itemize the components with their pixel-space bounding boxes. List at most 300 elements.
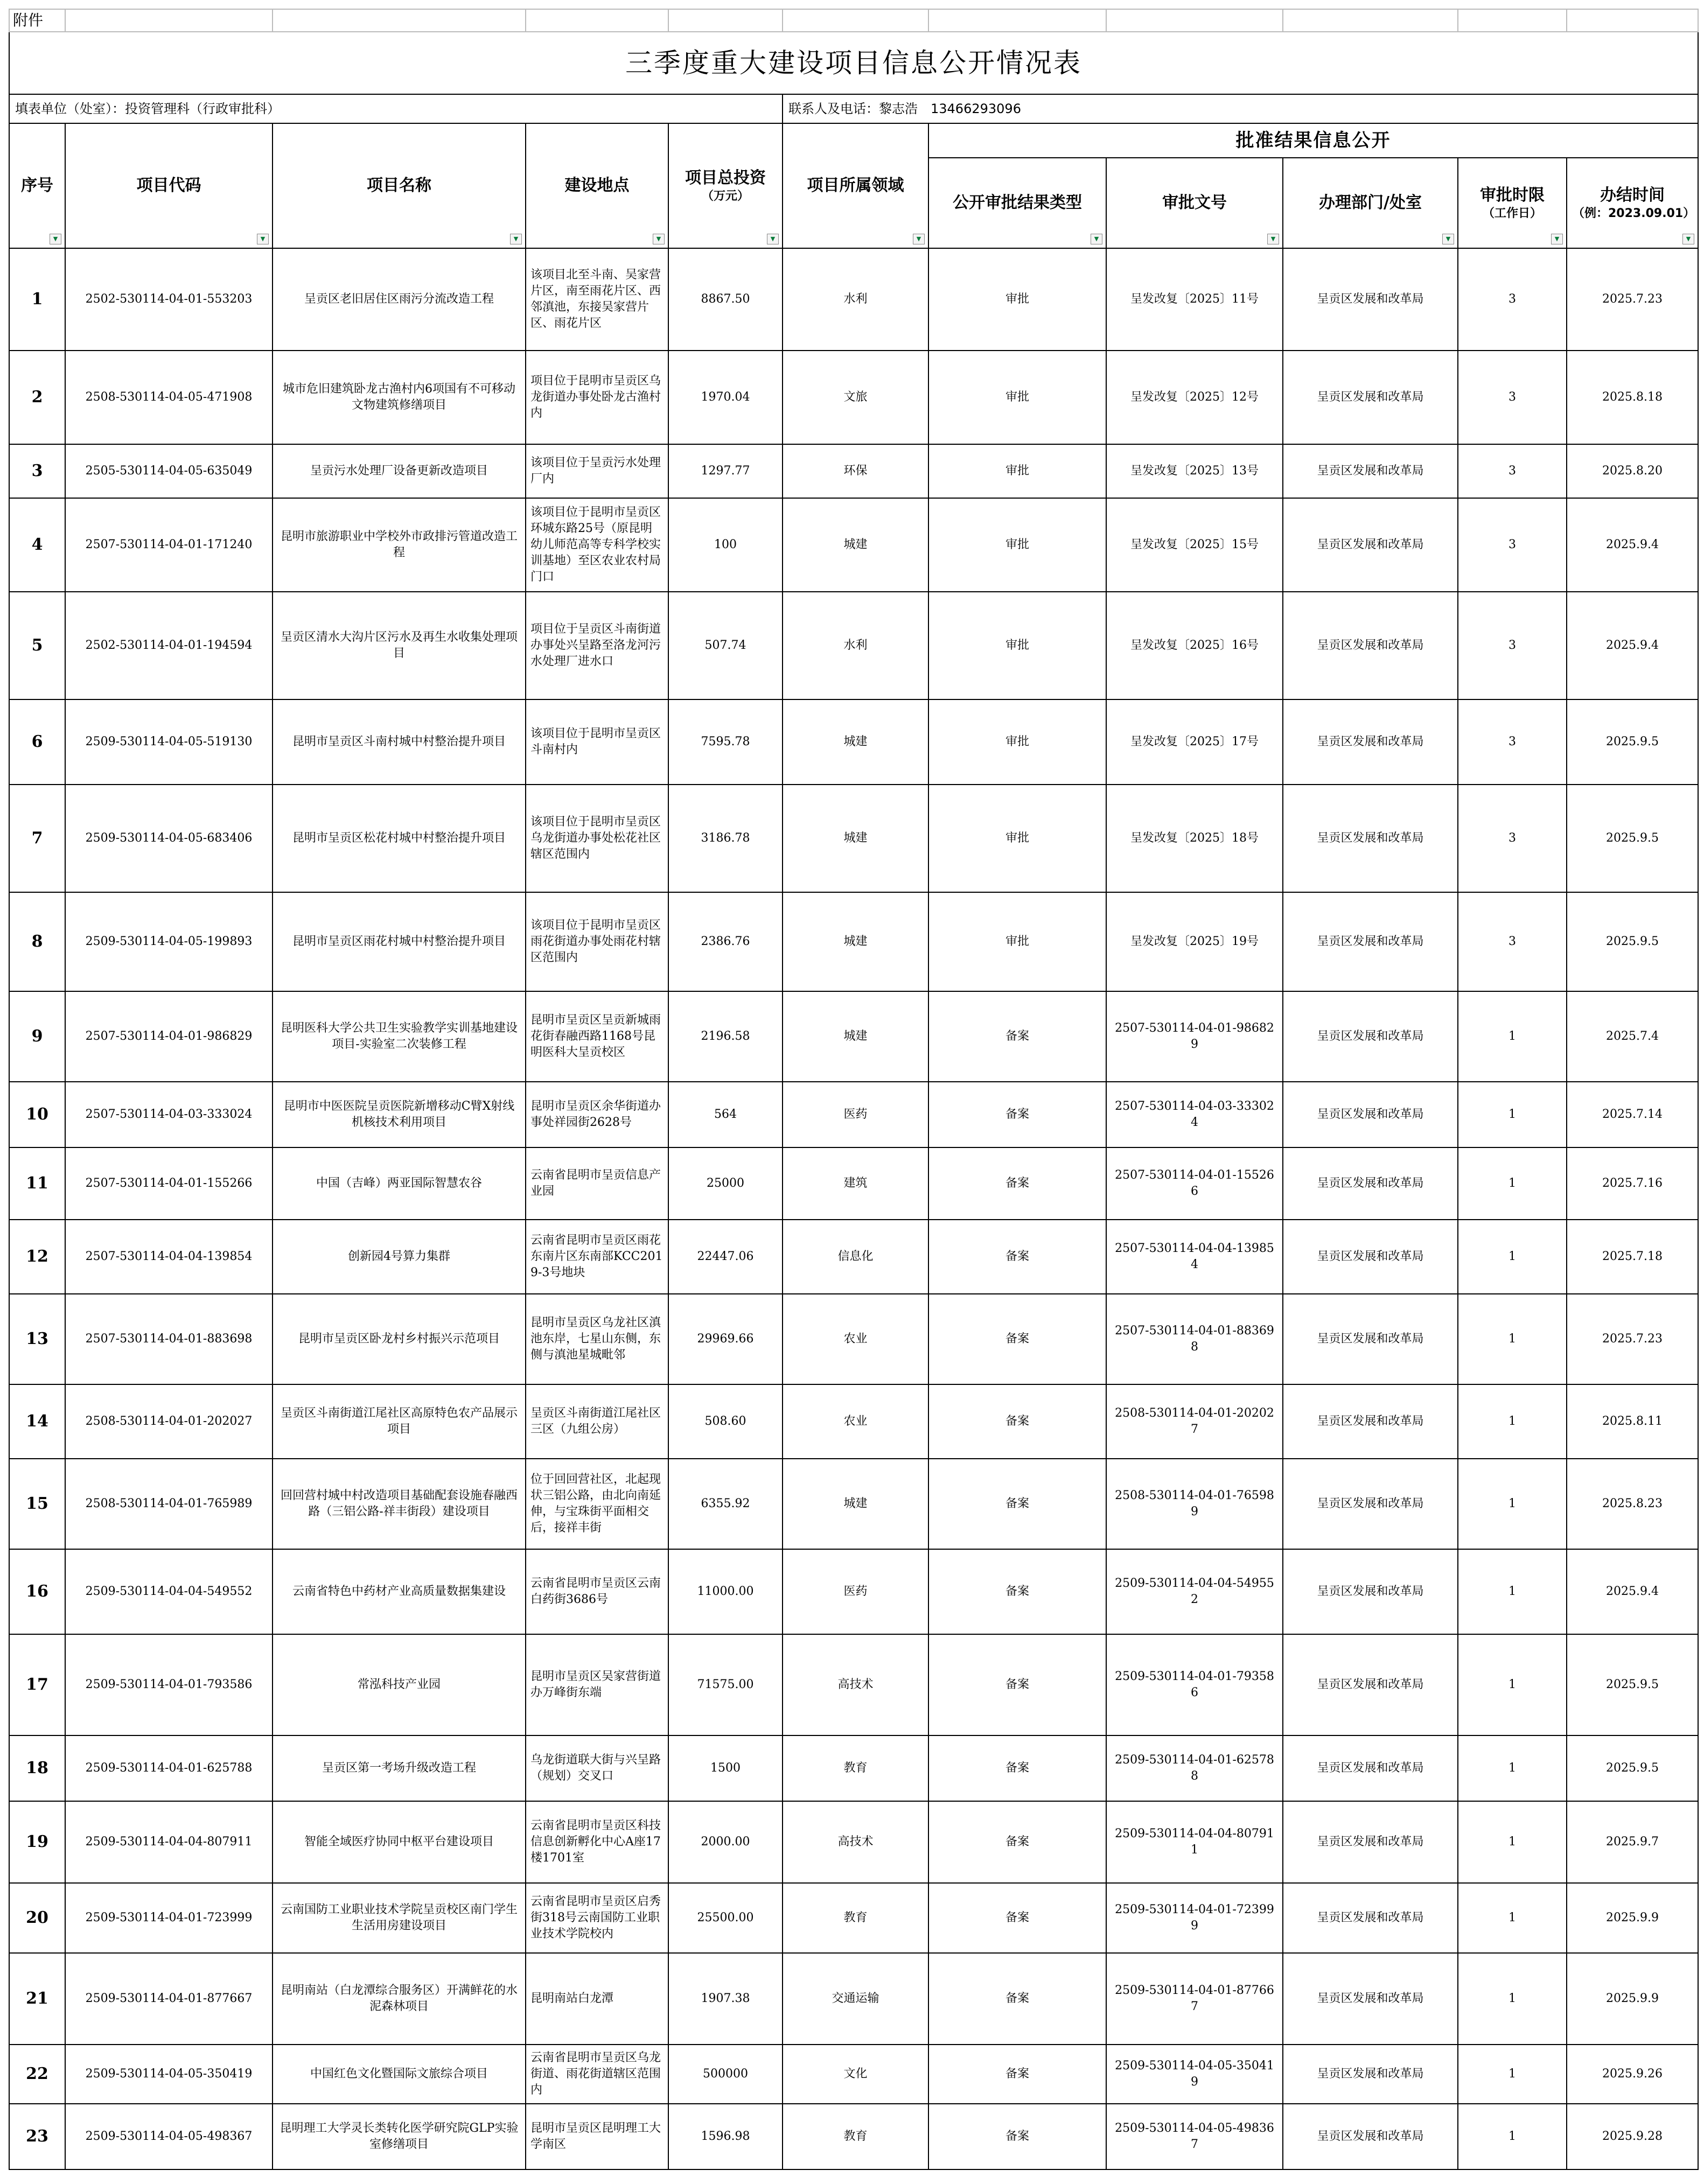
cell-investment[interactable]: 6355.92 [668,1459,783,1549]
cell-finish-date[interactable]: 2025.9.9 [1567,1953,1698,2045]
cell-doc-no[interactable]: 呈发改复〔2025〕15号 [1106,498,1283,592]
cell-approval-type[interactable]: 备案 [928,1549,1106,1634]
cell-project-name[interactable]: 昆明市旅游职业中学校外市政排污管道改造工程 [273,498,526,592]
info-row [9,94,1698,123]
cell-doc-no[interactable]: 2509-530114-04-04-807911 [1106,1801,1283,1883]
cell-finish-date[interactable]: 2025.7.14 [1567,1082,1698,1147]
cell-project-code[interactable]: 2502-530114-04-01-194594 [65,592,273,699]
cell-approval-type[interactable]: 备案 [928,1294,1106,1384]
cell-seq[interactable]: 19 [9,1801,65,1883]
cell-project-name[interactable]: 昆明南站（白龙潭综合服务区）开满鲜花的水泥森林项目 [273,1953,526,2045]
filter-dropdown-icon[interactable]: ▼ [653,234,665,244]
cell-location[interactable]: 昆明市呈贡区乌龙社区滇池东岸，七星山东侧，东侧与滇池星城毗邻 [526,1294,668,1384]
cell-time-limit[interactable]: 1 [1458,1634,1567,1735]
cell-dept[interactable]: 呈贡区发展和改革局 [1283,1459,1458,1549]
cell-investment[interactable]: 2386.76 [668,892,783,991]
cell-finish-date[interactable]: 2025.9.5 [1567,1735,1698,1801]
filter-dropdown-icon[interactable]: ▼ [1091,234,1102,244]
cell-seq[interactable]: 22 [9,2045,65,2104]
cell-approval-type[interactable]: 备案 [928,1459,1106,1549]
cell-project-code[interactable]: 2505-530114-04-05-635049 [65,444,273,498]
cell-time-limit[interactable]: 3 [1458,892,1567,991]
cell-doc-no[interactable]: 2507-530114-04-01-883698 [1106,1294,1283,1384]
table-row [9,1883,1698,1953]
cell-project-name[interactable]: 昆明市呈贡区卧龙村乡村振兴示范项目 [273,1294,526,1384]
cell-approval-type[interactable]: 备案 [928,1147,1106,1220]
table-row [9,1459,1698,1549]
cell-project-name[interactable]: 昆明理工大学灵长类转化医学研究院GLP实验室修缮项目 [273,2104,526,2169]
table-row [9,1294,1698,1384]
cell-approval-type[interactable]: 备案 [928,1384,1106,1459]
cell-investment[interactable]: 71575.00 [668,1634,783,1735]
cell-project-code[interactable]: 2507-530114-04-03-333024 [65,1082,273,1147]
cell-seq[interactable]: 3 [9,444,65,498]
cell-dept[interactable]: 呈贡区发展和改革局 [1283,498,1458,592]
cell-location[interactable]: 该项目北至斗南、吴家营片区，南至雨花片区、西邻滇池，东接吴家营片区、雨花片区 [526,248,668,351]
cell-seq[interactable]: 1 [9,248,65,351]
header-investment[interactable]: 项目总投资 （万元） ▼ [668,123,783,248]
cell-location[interactable]: 位于回回营社区，北起现状三铝公路，由北向南延伸，与宝珠街平面相交后，接祥丰街 [526,1459,668,1549]
cell-location[interactable]: 昆明南站白龙潭 [526,1953,668,2045]
cell-dept[interactable]: 呈贡区发展和改革局 [1283,1549,1458,1634]
cell-seq[interactable]: 10 [9,1082,65,1147]
cell-project-code[interactable]: 2508-530114-04-01-765989 [65,1459,273,1549]
cell-project-code[interactable]: 2507-530114-04-01-883698 [65,1294,273,1384]
cell-project-name[interactable]: 呈贡区清水大沟片区污水及再生水收集处理项目 [273,592,526,699]
cell-time-limit[interactable]: 1 [1458,1459,1567,1549]
cell-seq[interactable]: 16 [9,1549,65,1634]
cell-project-code[interactable]: 2509-530114-04-04-549552 [65,1549,273,1634]
cell-investment[interactable]: 507.74 [668,592,783,699]
cell-seq[interactable]: 23 [9,2104,65,2169]
cell-field[interactable]: 高技术 [783,1801,928,1883]
cell-dept[interactable]: 呈贡区发展和改革局 [1283,2045,1458,2104]
cell-time-limit[interactable]: 1 [1458,1883,1567,1953]
title-row [9,32,1698,94]
cell-time-limit[interactable]: 1 [1458,1082,1567,1147]
cell-approval-type[interactable]: 备案 [928,2104,1106,2169]
cell-project-code[interactable]: 2509-530114-04-05-350419 [65,2045,273,2104]
cell-location[interactable]: 该项目位于昆明市呈贡区雨花街道办事处雨花村辖区范围内 [526,892,668,991]
cell-approval-type[interactable]: 备案 [928,1082,1106,1147]
filing-unit[interactable]: 填表单位（处室）：投资管理科（行政审批科） [9,94,783,123]
table-row [9,1801,1698,1883]
cell-finish-date[interactable]: 2025.8.18 [1567,351,1698,444]
cell-investment[interactable]: 25500.00 [668,1883,783,1953]
table-row [9,2045,1698,2104]
cell-time-limit[interactable]: 3 [1458,351,1567,444]
header-time-limit[interactable]: 审批时限 （工作日） ▼ [1458,158,1567,248]
header-seq[interactable]: 序号 ▼ [9,123,65,248]
cell-project-code[interactable]: 2507-530114-04-01-986829 [65,991,273,1082]
cell-approval-type[interactable]: 备案 [928,1883,1106,1953]
header-row-1 [9,123,1698,158]
cell-time-limit[interactable]: 1 [1458,1147,1567,1220]
cell-approval-type[interactable]: 审批 [928,444,1106,498]
cell-finish-date[interactable]: 2025.7.18 [1567,1220,1698,1294]
cell-finish-date[interactable]: 2025.7.4 [1567,991,1698,1082]
cell-investment[interactable]: 1907.38 [668,1953,783,2045]
filter-dropdown-icon[interactable]: ▼ [767,234,779,244]
cell-project-code[interactable]: 2507-530114-04-04-139854 [65,1220,273,1294]
cell-field[interactable]: 环保 [783,444,928,498]
cell-doc-no[interactable]: 2507-530114-04-01-986829 [1106,991,1283,1082]
cell-seq[interactable]: 6 [9,699,65,785]
cell-time-limit[interactable]: 1 [1458,1220,1567,1294]
cell-field[interactable]: 城建 [783,785,928,892]
cell-project-code[interactable]: 2509-530114-04-01-793586 [65,1634,273,1735]
cell-project-name[interactable]: 昆明医科大学公共卫生实验教学实训基地建设项目-实验室二次装修工程 [273,991,526,1082]
header-finish-time[interactable]: 办结时间 （例：2023.09.01） ▼ [1567,158,1698,248]
header-name[interactable]: 项目名称 ▼ [273,123,526,248]
cell-project-name[interactable]: 城市危旧建筑卧龙古渔村内6项国有不可移动文物建筑修缮项目 [273,351,526,444]
cell-dept[interactable]: 呈贡区发展和改革局 [1283,699,1458,785]
cell-time-limit[interactable]: 3 [1458,444,1567,498]
cell-finish-date[interactable]: 2025.9.5 [1567,699,1698,785]
cell-dept[interactable]: 呈贡区发展和改革局 [1283,1384,1458,1459]
header-field[interactable]: 项目所属领域 ▼ [783,123,928,248]
cell-time-limit[interactable]: 3 [1458,699,1567,785]
cell-doc-no[interactable]: 呈发改复〔2025〕11号 [1106,248,1283,351]
cell-approval-type[interactable]: 审批 [928,785,1106,892]
cell-investment[interactable]: 2196.58 [668,991,783,1082]
cell-finish-date[interactable]: 2025.7.16 [1567,1147,1698,1220]
cell-seq[interactable]: 14 [9,1384,65,1459]
table-row [9,1953,1698,2045]
cell-project-name[interactable]: 回回营村城中村改造项目基础配套设施春融西路（三铝公路-祥丰街段）建设项目 [273,1459,526,1549]
cell-field[interactable]: 交通运输 [783,1953,928,2045]
cell-investment[interactable]: 1970.04 [668,351,783,444]
cell-field[interactable]: 文化 [783,2045,928,2104]
cell-seq[interactable]: 4 [9,498,65,592]
header-location[interactable]: 建设地点 ▼ [526,123,668,248]
cell-investment[interactable]: 29969.66 [668,1294,783,1384]
cell-project-name[interactable]: 云南省特色中药材产业高质量数据集建设 [273,1549,526,1634]
cell-location[interactable]: 云南省昆明市呈贡区启秀街318号云南国防工业职业技术学院校内 [526,1883,668,1953]
cell-location[interactable]: 昆明市呈贡区昆明理工大学南区 [526,2104,668,2169]
cell-project-name[interactable]: 昆明市呈贡区斗南村城中村整治提升项目 [273,699,526,785]
cell-approval-type[interactable]: 备案 [928,1953,1106,2045]
cell-investment[interactable]: 2000.00 [668,1801,783,1883]
table-row [9,1384,1698,1459]
cell-doc-no[interactable]: 2509-530114-04-01-723999 [1106,1883,1283,1953]
contact-info[interactable]: 联系人及电话：黎志浩 13466293096 [783,94,1698,123]
cell-location[interactable]: 昆明市呈贡区吴家营街道办万峰街东端 [526,1634,668,1735]
cell-field[interactable]: 农业 [783,1384,928,1459]
cell-doc-no[interactable]: 2508-530114-04-01-765989 [1106,1459,1283,1549]
cell-seq[interactable]: 8 [9,892,65,991]
cell-investment[interactable]: 500000 [668,2045,783,2104]
cell-seq[interactable]: 9 [9,991,65,1082]
cell-seq[interactable]: 5 [9,592,65,699]
table-row [9,498,1698,592]
cell-finish-date[interactable]: 2025.8.23 [1567,1459,1698,1549]
cell-dept[interactable]: 呈贡区发展和改革局 [1283,1082,1458,1147]
table-row [9,592,1698,699]
cell-project-name[interactable]: 常泓科技产业园 [273,1634,526,1735]
cell-doc-no[interactable]: 2507-530114-04-04-139854 [1106,1220,1283,1294]
filter-dropdown-icon[interactable]: ▼ [1551,234,1563,244]
cell-dept[interactable]: 呈贡区发展和改革局 [1283,1147,1458,1220]
cell-investment[interactable]: 11000.00 [668,1549,783,1634]
cell-field[interactable]: 城建 [783,892,928,991]
page-title[interactable]: 三季度重大建设项目信息公开情况表 [9,32,1698,94]
cell-seq[interactable]: 2 [9,351,65,444]
cell-field[interactable]: 医药 [783,1082,928,1147]
cell-location[interactable]: 项目位于呈贡区斗南街道办事处兴呈路至洛龙河污水处理厂进水口 [526,592,668,699]
cell-investment[interactable]: 7595.78 [668,699,783,785]
cell-dept[interactable]: 呈贡区发展和改革局 [1283,1220,1458,1294]
cell-doc-no[interactable]: 2509-530114-04-05-350419 [1106,2045,1283,2104]
header-approval-type[interactable]: 公开审批结果类型 ▼ [928,158,1106,248]
filter-dropdown-icon[interactable]: ▼ [1267,234,1279,244]
cell-finish-date[interactable]: 2025.9.4 [1567,592,1698,699]
table-row [9,1549,1698,1634]
cell-field[interactable]: 信息化 [783,1220,928,1294]
cell-approval-type[interactable]: 备案 [928,991,1106,1082]
cell-project-name[interactable]: 呈贡区第一考场升级改造工程 [273,1735,526,1801]
cell-project-code[interactable]: 2509-530114-04-05-519130 [65,699,273,785]
cell-dept[interactable]: 呈贡区发展和改革局 [1283,785,1458,892]
cell-time-limit[interactable]: 1 [1458,1294,1567,1384]
cell-project-code[interactable]: 2507-530114-04-01-155266 [65,1147,273,1220]
filter-dropdown-icon[interactable]: ▼ [1682,234,1694,244]
cell-doc-no[interactable]: 2507-530114-04-03-333024 [1106,1082,1283,1147]
cell-time-limit[interactable]: 3 [1458,498,1567,592]
cell-investment[interactable]: 8867.50 [668,248,783,351]
cell-doc-no[interactable]: 2508-530114-04-01-202027 [1106,1384,1283,1459]
cell-dept[interactable]: 呈贡区发展和改革局 [1283,892,1458,991]
cell-project-code[interactable]: 2509-530114-04-01-877667 [65,1953,273,2045]
cell-time-limit[interactable]: 1 [1458,1953,1567,2045]
cell-doc-no[interactable]: 2509-530114-04-01-877667 [1106,1953,1283,2045]
cell-seq[interactable]: 13 [9,1294,65,1384]
cell-dept[interactable]: 呈贡区发展和改革局 [1283,592,1458,699]
attachment-row [9,9,1698,32]
cell-finish-date[interactable]: 2025.9.4 [1567,498,1698,592]
cell-time-limit[interactable]: 3 [1458,592,1567,699]
cell-field[interactable]: 城建 [783,699,928,785]
header-dept[interactable]: 办理部门/处室 ▼ [1283,158,1458,248]
cell-location[interactable]: 云南省昆明市呈贡区云南白药街3686号 [526,1549,668,1634]
cell-project-code[interactable]: 2509-530114-04-05-683406 [65,785,273,892]
cell-dept[interactable]: 呈贡区发展和改革局 [1283,991,1458,1082]
cell-investment[interactable]: 22447.06 [668,1220,783,1294]
cell-location[interactable]: 昆明市呈贡区呈贡新城雨花街春融西路1168号昆明医科大呈贡校区 [526,991,668,1082]
cell-project-name[interactable]: 昆明市中医医院呈贡医院新增移动C臂X射线机核技术利用项目 [273,1082,526,1147]
cell-project-name[interactable]: 昆明市呈贡区松花村城中村整治提升项目 [273,785,526,892]
cell-dept[interactable]: 呈贡区发展和改革局 [1283,1634,1458,1735]
cell-dept[interactable]: 呈贡区发展和改革局 [1283,1735,1458,1801]
cell-finish-date[interactable]: 2025.9.7 [1567,1801,1698,1883]
filter-dropdown-icon[interactable]: ▼ [50,234,61,244]
attachment-label[interactable]: 附件 [9,9,65,32]
cell-seq[interactable]: 7 [9,785,65,892]
cell-field[interactable]: 文旅 [783,351,928,444]
filter-dropdown-icon[interactable]: ▼ [1442,234,1454,244]
cell-seq[interactable]: 11 [9,1147,65,1220]
cell-finish-date[interactable]: 2025.9.5 [1567,892,1698,991]
cell-finish-date[interactable]: 2025.9.9 [1567,1883,1698,1953]
table-row [9,1147,1698,1220]
cell-location[interactable]: 昆明市呈贡区余华街道办事处祥园街2628号 [526,1082,668,1147]
cell-field[interactable]: 教育 [783,2104,928,2169]
cell-doc-no[interactable]: 2509-530114-04-04-549552 [1106,1549,1283,1634]
cell-project-name[interactable]: 呈贡污水处理厂设备更新改造项目 [273,444,526,498]
cell-finish-date[interactable]: 2025.9.26 [1567,2045,1698,2104]
cell-time-limit[interactable]: 1 [1458,2104,1567,2169]
cell-doc-no[interactable]: 呈发改复〔2025〕19号 [1106,892,1283,991]
cell-approval-type[interactable]: 备案 [928,1801,1106,1883]
cell-project-name[interactable]: 中国红色文化暨国际文旅综合项目 [273,2045,526,2104]
cell-time-limit[interactable]: 1 [1458,991,1567,1082]
project-table [9,9,1699,2170]
cell-time-limit[interactable]: 1 [1458,1549,1567,1634]
cell-project-code[interactable]: 2509-530114-04-01-625788 [65,1735,273,1801]
cell-seq[interactable]: 15 [9,1459,65,1549]
cell-doc-no[interactable]: 呈发改复〔2025〕13号 [1106,444,1283,498]
cell-location[interactable]: 项目位于昆明市呈贡区乌龙街道办事处卧龙古渔村内 [526,351,668,444]
cell-field[interactable]: 高技术 [783,1634,928,1735]
cell-investment[interactable]: 1596.98 [668,2104,783,2169]
cell-field[interactable]: 教育 [783,1735,928,1801]
cell-doc-no[interactable]: 2507-530114-04-01-155266 [1106,1147,1283,1220]
cell-field[interactable]: 农业 [783,1294,928,1384]
cell-project-name[interactable]: 云南国防工业职业技术学院呈贡校区南门学生生活用房建设项目 [273,1883,526,1953]
cell-time-limit[interactable]: 1 [1458,2045,1567,2104]
cell-field[interactable]: 城建 [783,498,928,592]
cell-field[interactable]: 水利 [783,248,928,351]
cell-project-name[interactable]: 呈贡区老旧居住区雨污分流改造工程 [273,248,526,351]
header-approval-group[interactable]: 批准结果信息公开 [928,123,1698,158]
cell-finish-date[interactable]: 2025.8.20 [1567,444,1698,498]
cell-time-limit[interactable]: 3 [1458,785,1567,892]
cell-approval-type[interactable]: 审批 [928,699,1106,785]
cell-finish-date[interactable]: 2025.9.4 [1567,1549,1698,1634]
cell-dept[interactable]: 呈贡区发展和改革局 [1283,248,1458,351]
cell-dept[interactable]: 呈贡区发展和改革局 [1283,2104,1458,2169]
table-row [9,785,1698,892]
cell-seq[interactable]: 17 [9,1634,65,1735]
cell-approval-type[interactable]: 审批 [928,248,1106,351]
cell-dept[interactable]: 呈贡区发展和改革局 [1283,444,1458,498]
cell-project-code[interactable]: 2508-530114-04-01-202027 [65,1384,273,1459]
cell-approval-type[interactable]: 审批 [928,351,1106,444]
cell-dept[interactable]: 呈贡区发展和改革局 [1283,1883,1458,1953]
cell-location[interactable]: 云南省昆明市呈贡区乌龙街道、雨花街道辖区范围内 [526,2045,668,2104]
cell-finish-date[interactable]: 2025.8.11 [1567,1384,1698,1459]
cell-investment[interactable]: 25000 [668,1147,783,1220]
cell-project-code[interactable]: 2509-530114-04-01-723999 [65,1883,273,1953]
cell-project-name[interactable]: 呈贡区斗南街道江尾社区高原特色农产品展示项目 [273,1384,526,1459]
cell-seq[interactable]: 20 [9,1883,65,1953]
table-row [9,699,1698,785]
cell-field[interactable]: 水利 [783,592,928,699]
cell-location[interactable]: 该项目位于昆明市呈贡区斗南村内 [526,699,668,785]
filter-dropdown-icon[interactable]: ▼ [913,234,925,244]
cell-seq[interactable]: 18 [9,1735,65,1801]
cell-location[interactable]: 乌龙街道联大街与兴呈路（规划）交叉口 [526,1735,668,1801]
table-row [9,892,1698,991]
cell-approval-type[interactable]: 备案 [928,1220,1106,1294]
cell-doc-no[interactable]: 2509-530114-04-05-498367 [1106,2104,1283,2169]
cell-time-limit[interactable]: 1 [1458,1735,1567,1801]
cell-finish-date[interactable]: 2025.7.23 [1567,248,1698,351]
header-doc-no[interactable]: 审批文号 ▼ [1106,158,1283,248]
cell-finish-date[interactable]: 2025.9.28 [1567,2104,1698,2169]
cell-location[interactable]: 云南省昆明市呈贡信息产业园 [526,1147,668,1220]
cell-location[interactable]: 云南省昆明市呈贡区科技信息创新孵化中心A座17楼1701室 [526,1801,668,1883]
cell-approval-type[interactable]: 审批 [928,592,1106,699]
cell-field[interactable]: 建筑 [783,1147,928,1220]
cell-approval-type[interactable]: 备案 [928,2045,1106,2104]
cell-approval-type[interactable]: 备案 [928,1735,1106,1801]
cell-location[interactable]: 该项目位于昆明市呈贡区乌龙街道办事处松花社区辖区范围内 [526,785,668,892]
header-code[interactable]: 项目代码 ▼ [65,123,273,248]
cell-location[interactable]: 该项目位于昆明市呈贡区环城东路25号（原昆明幼儿师范高等专科学校实训基地）至区农业农村局门口 [526,498,668,592]
cell-project-name[interactable]: 中国（吉峰）两亚国际智慧农谷 [273,1147,526,1220]
cell-time-limit[interactable]: 1 [1458,1801,1567,1883]
cell-investment[interactable]: 1500 [668,1735,783,1801]
cell-project-code[interactable]: 2509-530114-04-05-498367 [65,2104,273,2169]
cell-investment[interactable]: 508.60 [668,1384,783,1459]
cell-field[interactable]: 教育 [783,1883,928,1953]
cell-seq[interactable]: 21 [9,1953,65,2045]
cell-seq[interactable]: 12 [9,1220,65,1294]
cell-approval-type[interactable]: 备案 [928,1634,1106,1735]
cell-field[interactable]: 城建 [783,1459,928,1549]
cell-approval-type[interactable]: 审批 [928,892,1106,991]
cell-doc-no[interactable]: 呈发改复〔2025〕18号 [1106,785,1283,892]
filter-dropdown-icon[interactable]: ▼ [510,234,522,244]
cell-doc-no[interactable]: 呈发改复〔2025〕12号 [1106,351,1283,444]
cell-project-code[interactable]: 2509-530114-04-04-807911 [65,1801,273,1883]
cell-field[interactable]: 医药 [783,1549,928,1634]
cell-project-name[interactable]: 昆明市呈贡区雨花村城中村整治提升项目 [273,892,526,991]
cell-field[interactable]: 城建 [783,991,928,1082]
cell-time-limit[interactable]: 3 [1458,248,1567,351]
cell-finish-date[interactable]: 2025.9.5 [1567,1634,1698,1735]
cell-project-code[interactable]: 2502-530114-04-01-553203 [65,248,273,351]
cell-project-name[interactable]: 创新园4号算力集群 [273,1220,526,1294]
cell-investment[interactable]: 1297.77 [668,444,783,498]
cell-project-name[interactable]: 智能全域医疗协同中枢平台建设项目 [273,1801,526,1883]
cell-investment[interactable]: 564 [668,1082,783,1147]
cell-doc-no[interactable]: 呈发改复〔2025〕17号 [1106,699,1283,785]
cell-doc-no[interactable]: 2509-530114-04-01-625788 [1106,1735,1283,1801]
cell-project-code[interactable]: 2507-530114-04-01-171240 [65,498,273,592]
cell-investment[interactable]: 100 [668,498,783,592]
cell-approval-type[interactable]: 审批 [928,498,1106,592]
cell-doc-no[interactable]: 2509-530114-04-01-793586 [1106,1634,1283,1735]
cell-dept[interactable]: 呈贡区发展和改革局 [1283,1294,1458,1384]
table-row [9,1220,1698,1294]
cell-doc-no[interactable]: 呈发改复〔2025〕16号 [1106,592,1283,699]
filter-dropdown-icon[interactable]: ▼ [257,234,269,244]
cell-project-code[interactable]: 2508-530114-04-05-471908 [65,351,273,444]
cell-dept[interactable]: 呈贡区发展和改革局 [1283,351,1458,444]
cell-dept[interactable]: 呈贡区发展和改革局 [1283,1801,1458,1883]
cell-location[interactable]: 呈贡区斗南街道江尾社区三区（九组公房） [526,1384,668,1459]
cell-finish-date[interactable]: 2025.7.23 [1567,1294,1698,1384]
cell-dept[interactable]: 呈贡区发展和改革局 [1283,1953,1458,2045]
cell-location[interactable]: 该项目位于呈贡污水处理厂内 [526,444,668,498]
cell-investment[interactable]: 3186.78 [668,785,783,892]
cell-location[interactable]: 云南省昆明市呈贡区雨花东南片区东南部KCC2019-3号地块 [526,1220,668,1294]
cell-project-code[interactable]: 2509-530114-04-05-199893 [65,892,273,991]
cell-time-limit[interactable]: 1 [1458,1384,1567,1459]
cell-finish-date[interactable]: 2025.9.5 [1567,785,1698,892]
